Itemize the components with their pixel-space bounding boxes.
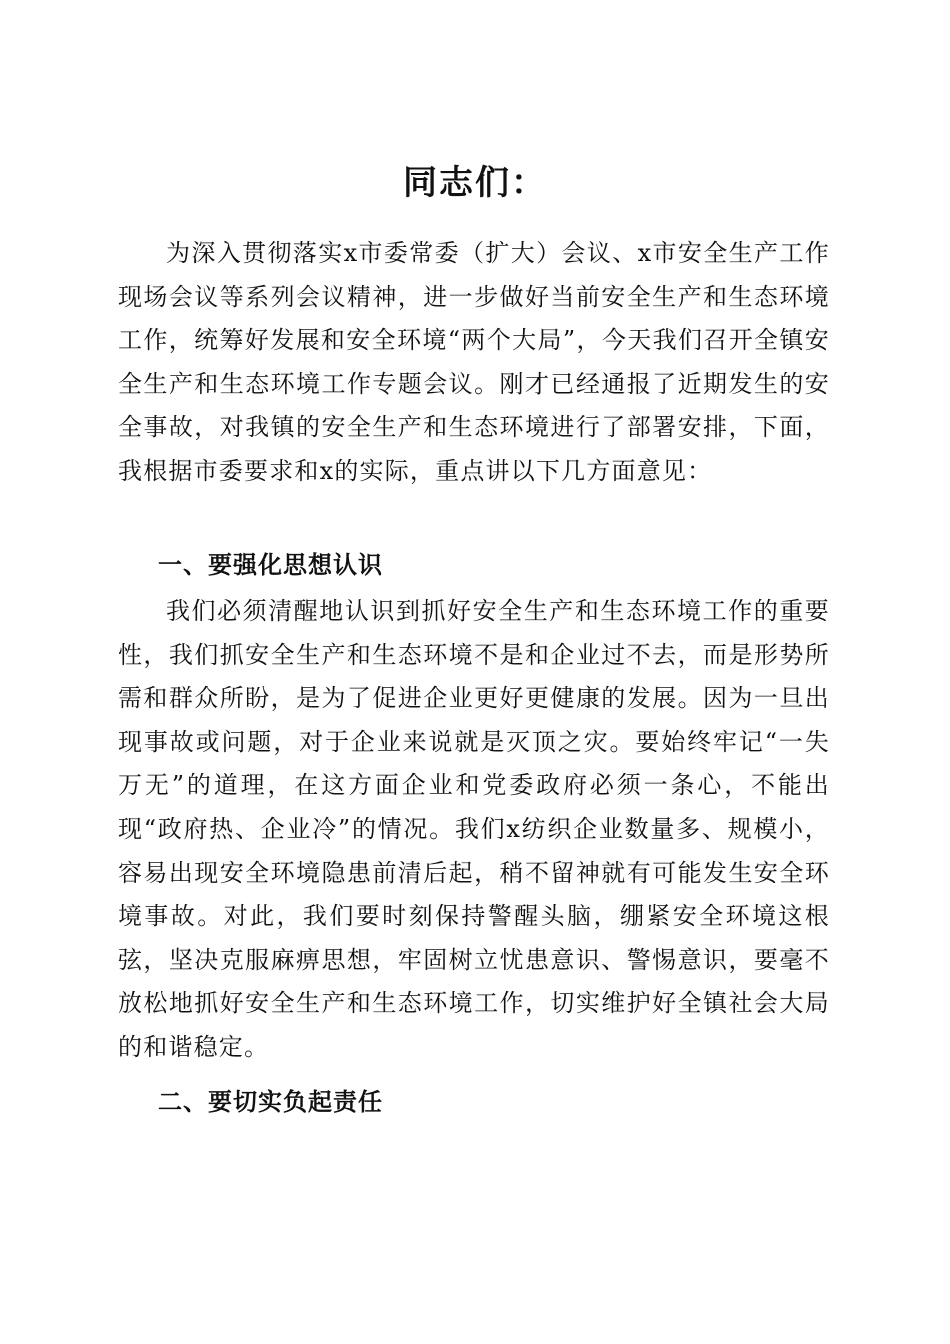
document-title: 同志们：: [403, 162, 547, 203]
section-heading-2: 二、要切实负起责任: [158, 1088, 383, 1116]
section-heading-1: 一、要强化思想认识: [158, 551, 383, 579]
intro-paragraph: 为深入贯彻落实x市委常委（扩大）会议、x市安全生产工作现场会议等系列会议精神，进一步做好当前安全生产和生态环境工作，统筹好发展和安全环境“两个大局”，今天我们召开全镇安全生产和生态环境工作专题会议。刚才已经通报了近期发生的安全事故，对我镇的安全生产和生态环境进行了部署安排，下面，我根据市委要求和x的实际，重点讲以下几方面意见：: [118, 239, 830, 485]
section1-paragraph: 我们必须清醒地认识到抓好安全生产和生态环境工作的重要性，我们抓安全生产和生态环境不是和企业过不去，而是形势所需和群众所盼，是为了促进企业更好更健康的发展。因为一旦出现事故或问题，对于企业来说就是灭顶之灾。要始终牢记“一失万无”的道理，在这方面企业和党委政府必须一条心，不能出现“政府热、企业冷”的情况。我们x纺织企业数量多、规模小，容易出现安全环境隐患前清后起，稍不留神就有可能发生安全环境事故。对此，我们要时刻保持警醒头脑，绷紧安全环境这根弦，坚决克服麻痹思想，牢固树立忧患意识、警惕意识，要毫不放松地抓好安全生产和生态环境工作，切实维护好全镇社会大局的和谐稳定。: [118, 597, 830, 1061]
